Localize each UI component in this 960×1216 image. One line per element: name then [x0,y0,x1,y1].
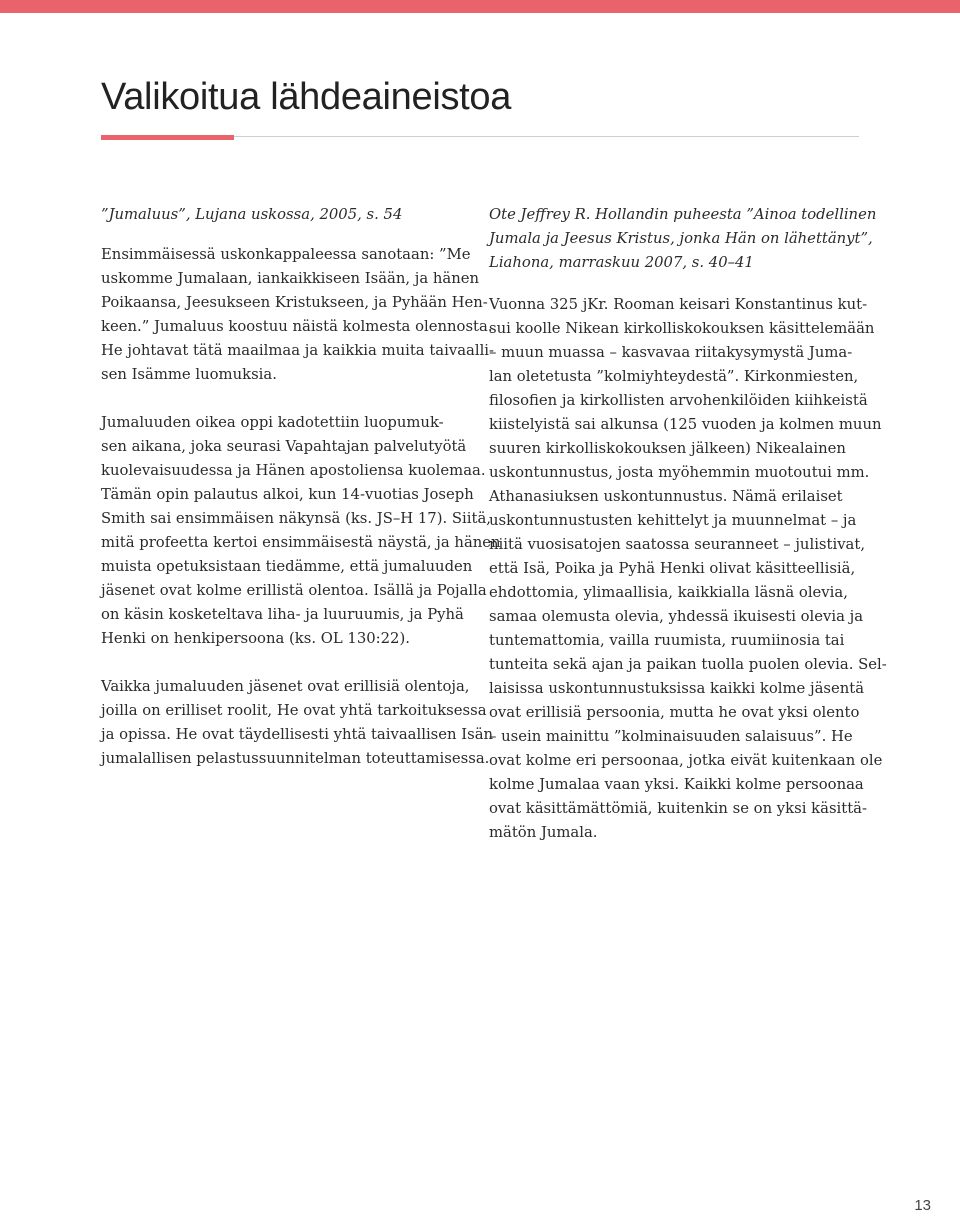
text-line: kiistelyistä sai alkunsa (125 vuoden ja kolmen muun [489,416,882,433]
page-number: 13 [914,1197,931,1214]
text-line: ovat erillisiä persoonia, mutta he ovat yksi olento [489,704,860,721]
text-line: sen aikana, joka seurasi Vapahtajan palvelutyötä [101,438,467,455]
text-line: ovat käsittämättömiä, kuitenkin se on yksi käsittä- [489,800,867,817]
left-paragraph-3 [101,675,494,771]
text-line: suuren kirkolliskokouksen jälkeen) Nikealainen [489,440,846,457]
text-line: ovat kolme eri persoonaa, jotka eivät kuitenkaan ole [489,752,883,769]
left-column [101,203,501,795]
text-line: uskontunnustusten kehittelyt ja muunnelmat – ja [489,512,857,529]
text-line: muista opetuksistaan tiedämme, että jumaluuden [101,558,473,575]
right-paragraph [489,293,887,845]
text-line: uskontunnustus, josta myöhemmin muotoutui mm. [489,464,870,481]
text-line: sui koolle Nikean kirkolliskokouksen käsittelemään [489,320,875,337]
text-line: lan oletetusta ”kolmiyhteydestä”. Kirkonmiesten, [489,368,859,385]
title-accent-underline [101,135,234,140]
text-line: – muun muassa – kasvavaa riitakysymystä Juma- [489,344,853,361]
text-line: Ensimmäisessä uskonkappaleessa sanotaan: ”Me [101,246,471,263]
text-line: filosofien ja kirkollisten arvohenkilöiden kiihkeistä [489,392,868,409]
text-line: samaa olemusta olevia, yhdessä ikuisesti olevia ja [489,608,864,625]
text-line: mätön Jumala. [489,824,598,841]
text-line: jumalallisen pelastussuunnitelman toteuttamisessa. [101,750,490,767]
text-line: – usein mainittu ”kolminaisuuden salaisuus”. He [489,728,853,745]
text-line: Jumaluuden oikea oppi kadotettiin luopumuk- [101,414,444,431]
text-line: joilla on erilliset roolit, He ovat yhtä tarkoituksessa [101,702,487,719]
citation-line: Ote Jeffrey R. Hollandin puheesta ”Ainoa todellinen [489,206,877,223]
top-accent-bar [0,0,960,13]
left-paragraph-2 [101,411,501,651]
text-line: kolme Jumalaa vaan yksi. Kaikki kolme persoonaa [489,776,864,793]
text-line: mitä profeetta kertoi ensimmäisestä näystä, ja hänen [101,534,501,551]
left-source-citation: ”Jumaluus”, Lujana uskossa, 2005, s. 54 [101,206,403,223]
text-line: niitä vuosisatojen saatossa seuranneet – julistivat, [489,536,866,553]
text-line: laisissa uskontunnustuksissa kaikki kolme jäsentä [489,680,865,697]
text-line: jäsenet ovat kolme erillistä olentoa. Isällä ja Pojalla [101,582,487,599]
text-line: ehdottomia, ylimaallisia, kaikkialla läsnä olevia, [489,584,848,601]
text-line: on käsin kosketeltava liha- ja luuruumis, ja Pyhä [101,606,464,623]
text-line: Vuonna 325 jKr. Rooman keisari Konstantinus kut- [489,296,868,313]
text-line: sen Isämme luomuksia. [101,366,277,383]
right-column [489,203,887,869]
text-line: Henki on henkipersoona (ks. OL 130:22). [101,630,410,647]
page-title: Valikoitua lähdeaineistoa [101,76,512,118]
right-source-citation [489,203,877,275]
text-line: Poikaansa, Jeesukseen Kristukseen, ja Pyhään Hen- [101,294,488,311]
citation-line: Liahona, marraskuu 2007, s. 40–41 [489,254,754,271]
left-paragraph-1 [101,243,495,387]
citation-line: Jumala ja Jeesus Kristus, jonka Hän on lähettänyt”, [489,230,873,247]
text-line: että Isä, Poika ja Pyhä Henki olivat käsitteellisiä, [489,560,856,577]
text-line: Tämän opin palautus alkoi, kun 14-vuotias Joseph [101,486,474,503]
text-line: tuntemattomia, vailla ruumista, ruumiinosia tai [489,632,845,649]
text-line: keen.” Jumaluus koostuu näistä kolmesta olennosta. [101,318,493,335]
text-line: He johtavat tätä maailmaa ja kaikkia muita taivaalli- [101,342,495,359]
text-line: Vaikka jumaluuden jäsenet ovat erillisiä olentoja, [101,678,470,695]
text-line: tunteita sekä ajan ja paikan tuolla puolen olevia. Sel- [489,656,887,673]
text-line: kuolevaisuudessa ja Hänen apostoliensa kuolemaa. [101,462,486,479]
text-line: Smith sai ensimmäisen näkynsä (ks. JS–H 17). Siitä, [101,510,491,527]
text-line: ja opissa. He ovat täydellisesti yhtä taivaallisen Isän [101,726,494,743]
text-line: uskomme Jumalaan, iankaikkiseen Isään, ja hänen [101,270,480,287]
text-line: Athanasiuksen uskontunnustus. Nämä erilaiset [489,488,843,505]
